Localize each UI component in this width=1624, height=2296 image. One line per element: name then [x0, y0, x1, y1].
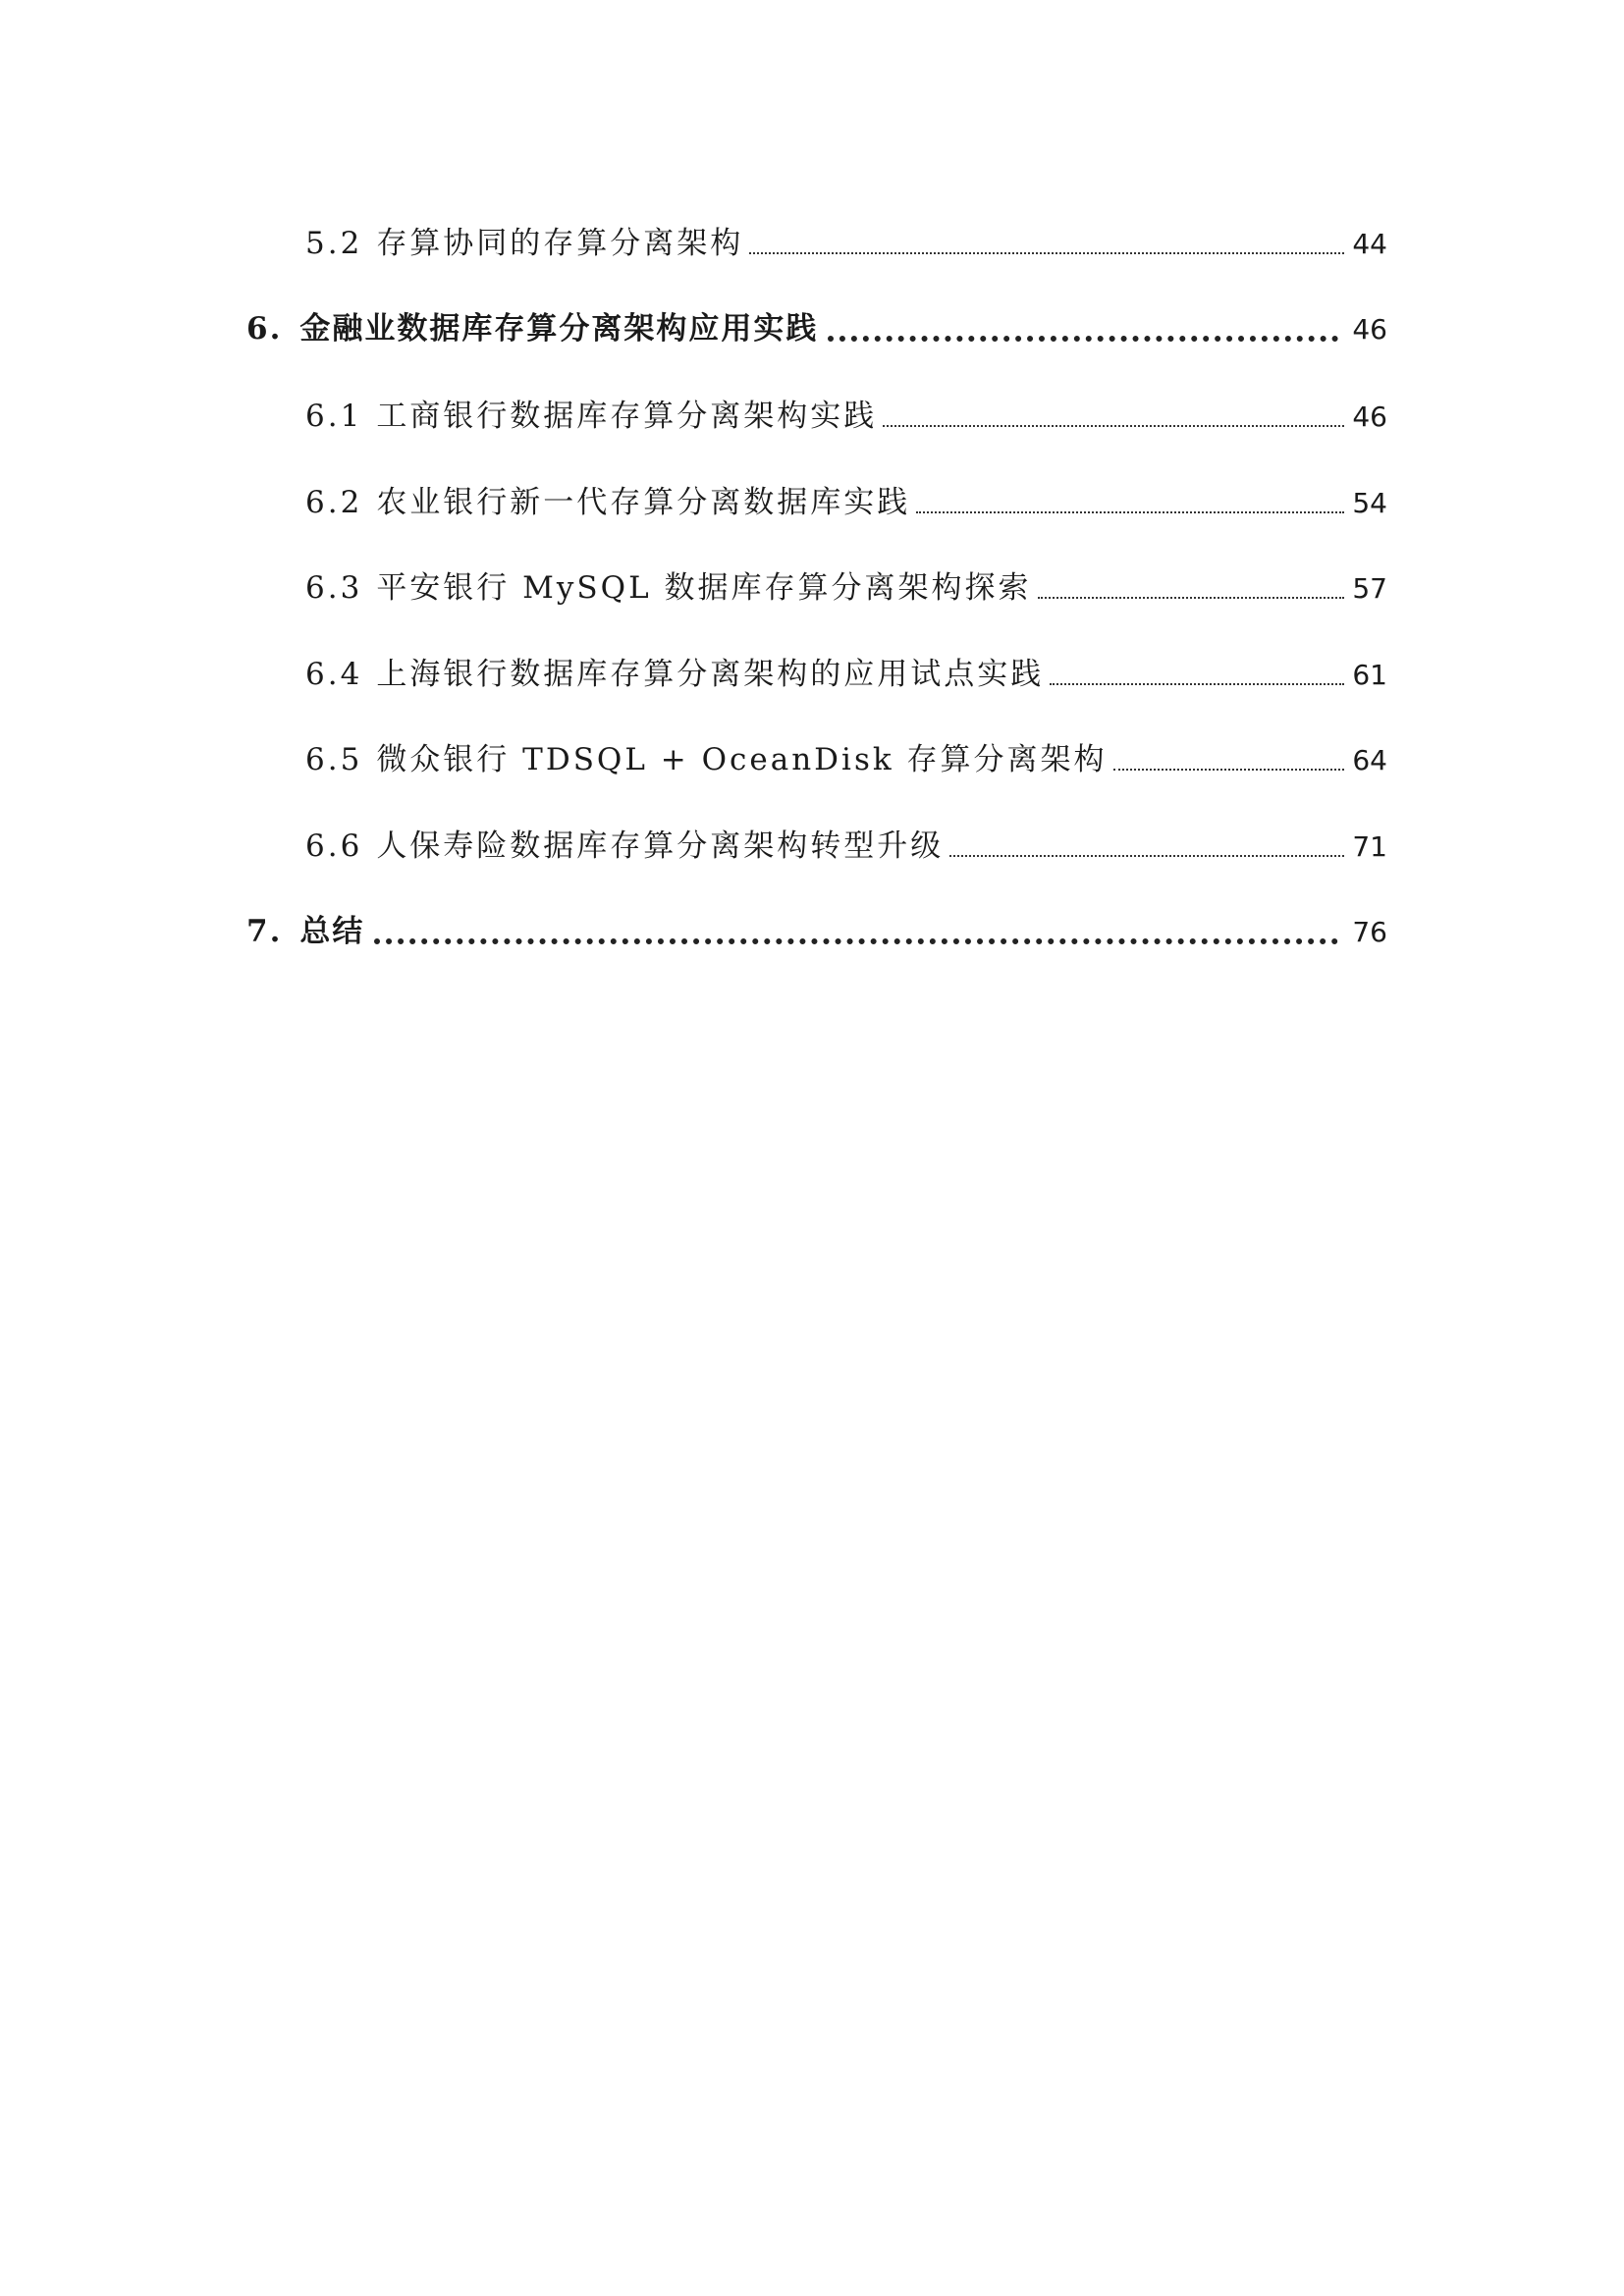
toc-entry-label	[305, 649, 1044, 693]
toc-entry-number: 6.6	[305, 828, 363, 864]
toc-entry-label	[305, 218, 743, 262]
toc-entry-title: 工商银行数据库存算分离架构实践	[376, 399, 878, 434]
toc-entry-6-1[interactable]	[305, 391, 1387, 435]
toc-entry-number: 6.	[246, 311, 283, 347]
toc-entry-number: 6.3	[305, 570, 363, 606]
toc-entry-5-2[interactable]	[305, 218, 1387, 262]
toc-entry-label	[305, 734, 1108, 778]
toc-entry-6-3[interactable]	[305, 562, 1387, 607]
toc-entry-page-number: 64	[1352, 744, 1387, 776]
dot-leader	[1050, 681, 1344, 685]
dot-leader	[949, 853, 1344, 857]
toc-entry-title: 上海银行数据库存算分离架构的应用试点实践	[376, 657, 1045, 692]
toc-entry-page-number: 54	[1352, 487, 1387, 519]
toc-entry-label	[305, 477, 910, 521]
toc-entry-6[interactable]	[246, 303, 1387, 347]
toc-entry-6-2[interactable]	[305, 477, 1387, 521]
toc-entry-page-number: 76	[1352, 916, 1387, 948]
toc-entry-number: 6.5	[305, 742, 363, 777]
toc-entry-label	[246, 906, 364, 950]
toc-entry-page-number: 46	[1352, 400, 1387, 433]
toc-entry-page-number: 44	[1352, 228, 1387, 260]
dot-leader	[883, 423, 1344, 427]
toc-entry-number: 6.2	[305, 485, 363, 520]
toc-entry-page-number: 57	[1352, 572, 1387, 605]
toc-entry-title: 金融业数据库存算分离架构应用实践	[299, 311, 819, 347]
toc-entry-7[interactable]	[246, 906, 1387, 950]
toc-entry-label	[305, 391, 877, 435]
toc-entry-label	[305, 821, 944, 865]
toc-entry-title: 平安银行 MySQL 数据库存算分离架构探索	[376, 570, 1032, 606]
toc-entry-number: 6.1	[305, 399, 363, 434]
dot-leader	[749, 250, 1344, 254]
toc-entry-title: 微众银行 TDSQL + OceanDisk 存算分离架构	[376, 742, 1108, 777]
toc-entry-title: 人保寿险数据库存算分离架构转型升级	[376, 828, 945, 864]
toc-entry-page-number: 71	[1352, 830, 1387, 863]
toc-entry-6-4[interactable]	[305, 649, 1387, 693]
toc-entry-title: 存算协同的存算分离架构	[376, 226, 744, 261]
toc-entry-page-number: 46	[1352, 313, 1387, 346]
toc-entry-label	[246, 303, 818, 347]
dot-leader	[1038, 595, 1345, 599]
dot-leader	[1113, 767, 1345, 771]
toc-entry-page-number: 61	[1352, 659, 1387, 691]
toc-entry-label	[305, 562, 1032, 607]
toc-entry-6-5[interactable]	[305, 734, 1387, 778]
toc-entry-number: 6.4	[305, 657, 363, 692]
toc-entry-title: 总结	[299, 914, 365, 949]
dot-leader	[374, 936, 1338, 944]
toc-entry-number: 7.	[246, 914, 283, 949]
dot-leader	[916, 509, 1344, 513]
toc-entry-title: 农业银行新一代存算分离数据库实践	[376, 485, 911, 520]
toc-entry-6-6[interactable]	[305, 821, 1387, 865]
dot-leader	[828, 334, 1338, 342]
toc-entry-number: 5.2	[305, 226, 363, 261]
